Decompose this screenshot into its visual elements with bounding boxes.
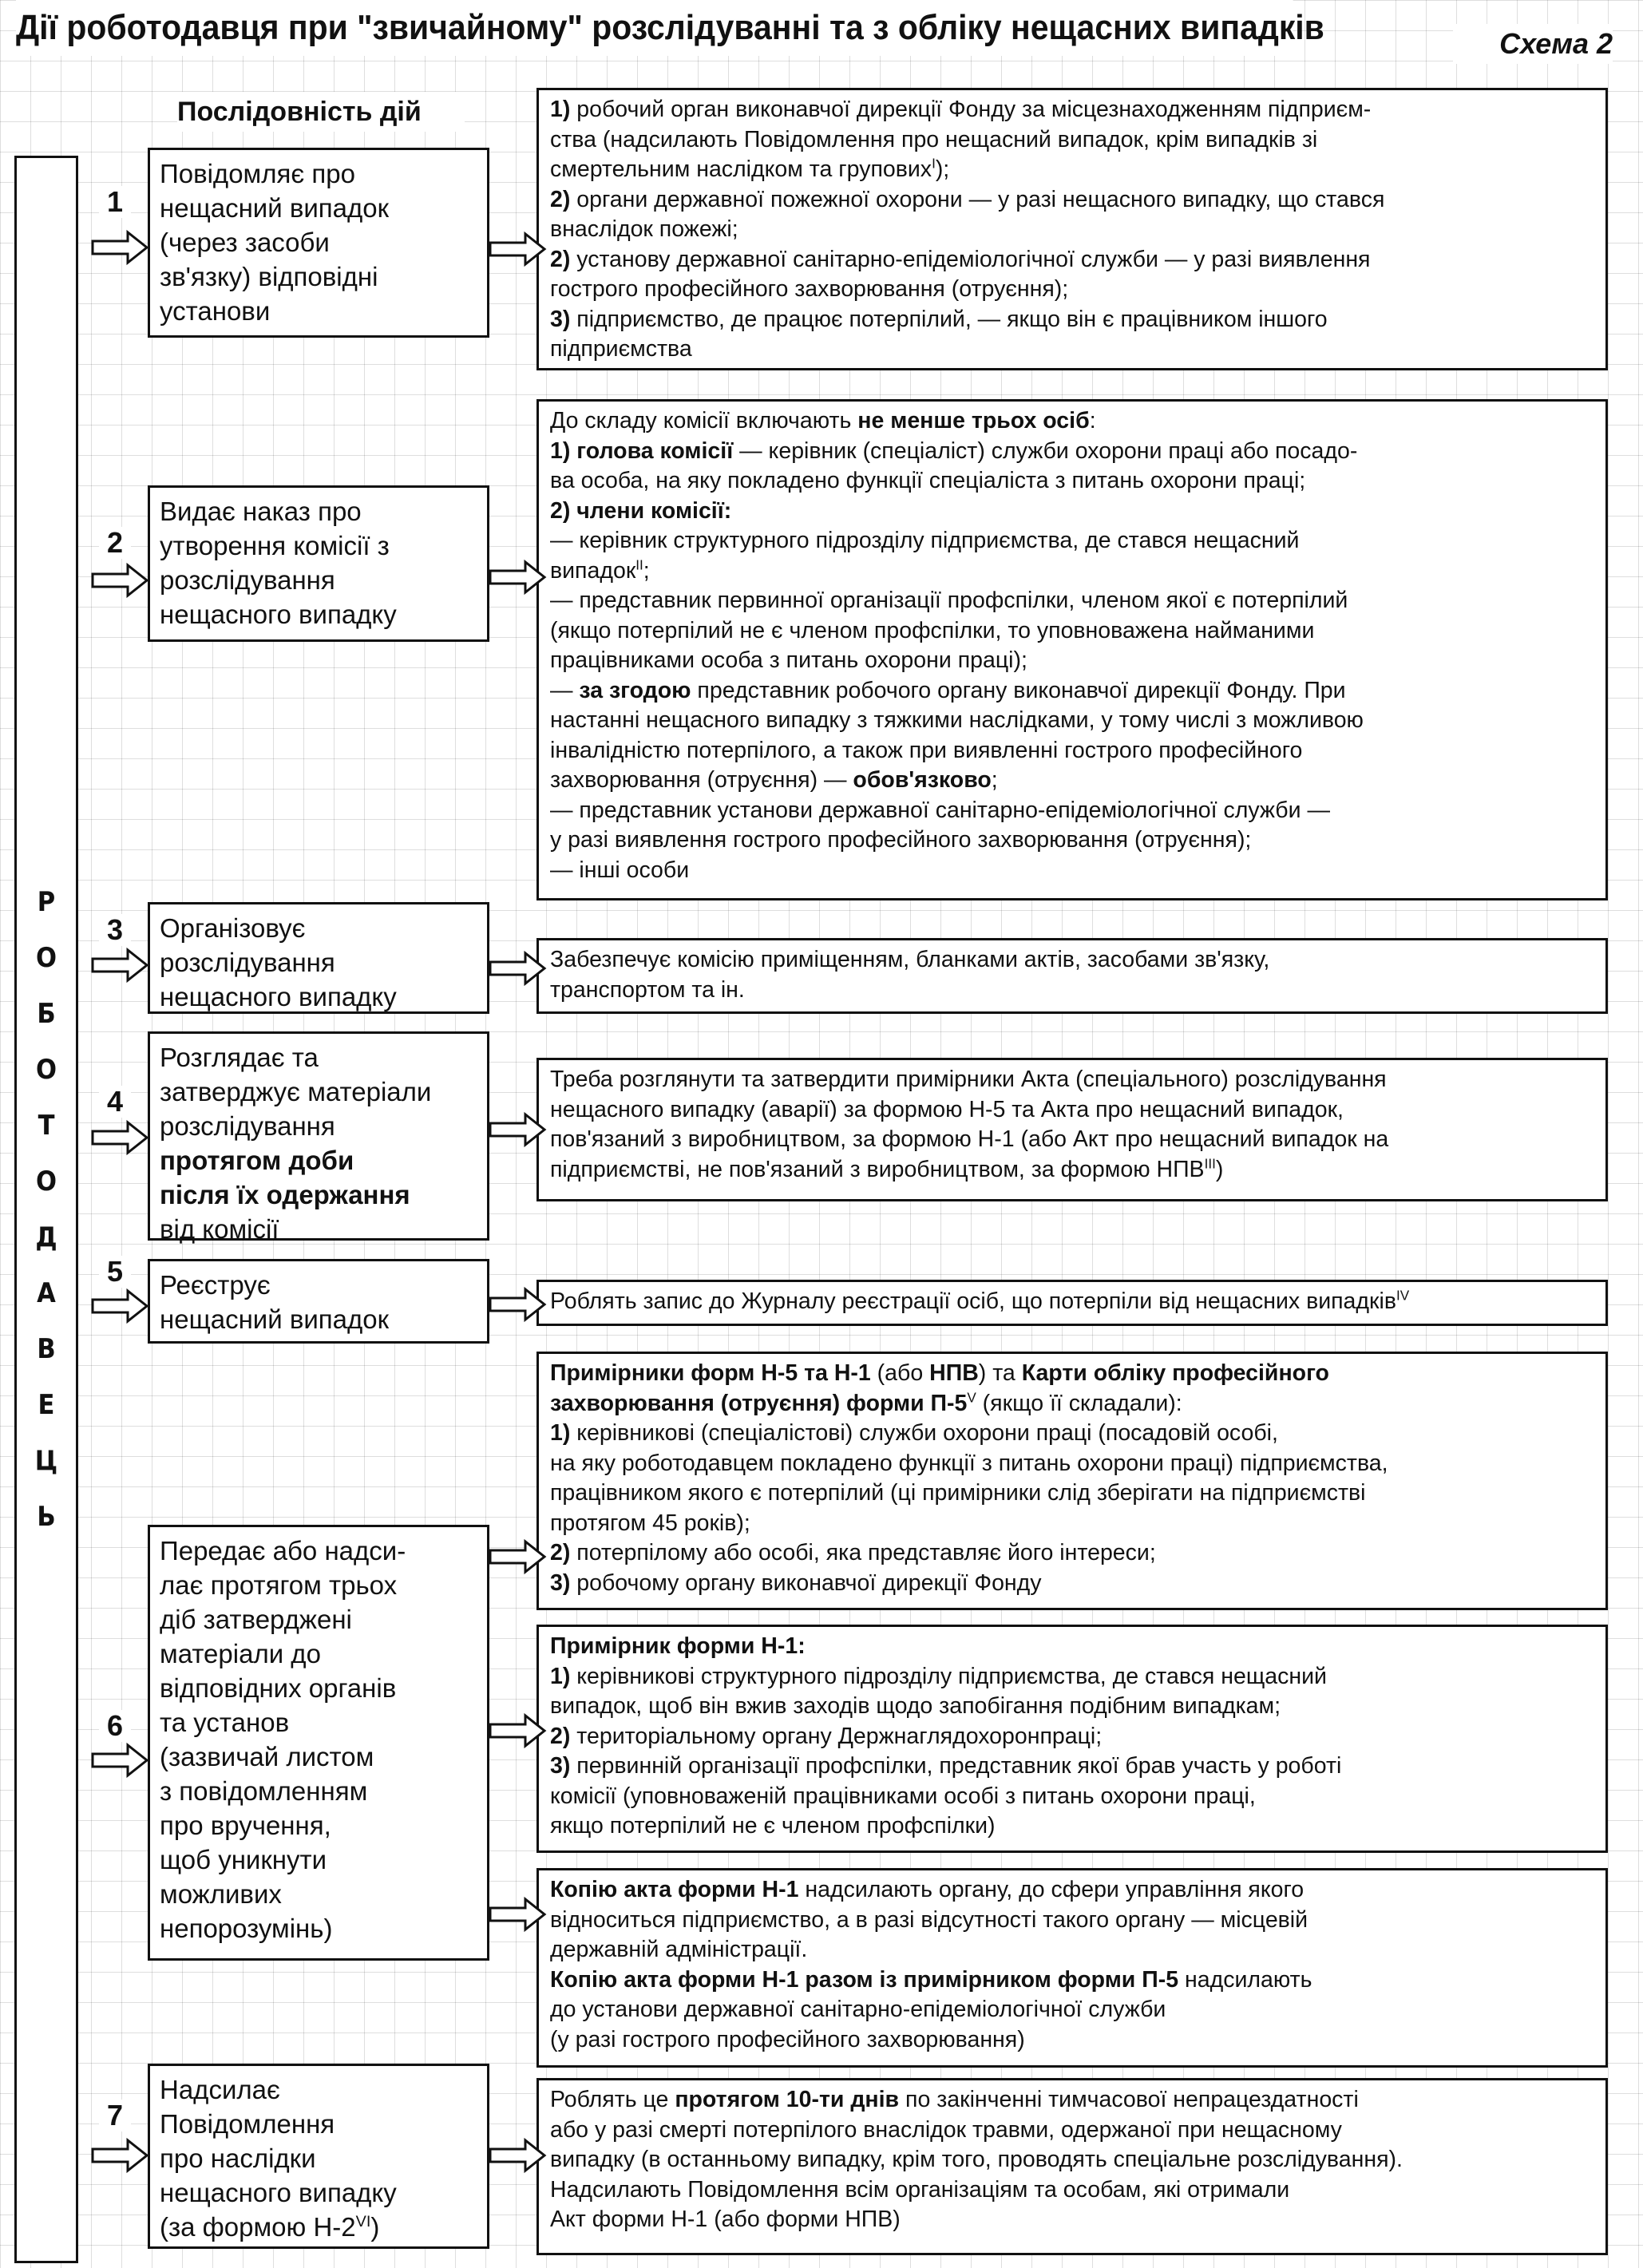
text-segment: ва особа, на яку покладено функції спеціаліста з питань охорони праці; <box>550 468 1306 493</box>
text-line: нещасного випадку <box>160 600 397 629</box>
text-line: можливих <box>160 1879 282 1909</box>
step-number-3: 3 <box>99 914 131 946</box>
text-segment: ); <box>935 156 950 182</box>
text-segment: випадок <box>550 557 636 584</box>
arrow-sidebar-step-6 <box>93 1745 147 1775</box>
text-line: (зазвичай листом <box>160 1742 374 1771</box>
text-line: Повідомляє про <box>160 159 355 188</box>
arrow-step-4-details <box>490 1114 544 1145</box>
text-segment: підприємства <box>550 336 692 362</box>
text-segment: розслідування <box>160 1111 335 1141</box>
side-letter: Ц <box>34 1445 58 1477</box>
text-segment: Забезпечує комісію приміщенням, бланками актів, засобами зв'язку, <box>550 947 1270 972</box>
text-segment: на яку роботодавцем покладено функції з питань охорони праці) підприємства, <box>550 1450 1388 1476</box>
side-letter: О <box>36 1166 57 1197</box>
text-segment: Розглядає та <box>160 1043 319 1072</box>
text-segment: транспортом та ін. <box>550 976 745 1003</box>
text-segment: Карти обліку професійного <box>1021 1360 1329 1386</box>
side-letter: Б <box>37 998 56 1030</box>
arrow-step-2-details <box>490 562 544 592</box>
text-line: нещасного випадку <box>160 982 397 1011</box>
step-number-6: 6 <box>99 1710 131 1742</box>
text-segment: робочому органу виконавчої дирекції Фонду <box>570 1569 1042 1596</box>
text-segment: за згодою <box>579 677 691 703</box>
arrow-sidebar-step-5 <box>93 1291 147 1321</box>
text-segment: комісії (уповноваженій працівниками особі з питань охорони праці, <box>550 1783 1256 1809</box>
side-letter: В <box>37 1333 56 1365</box>
arrow-sidebar-step-7 <box>93 2140 147 2171</box>
text-line: щоб уникнути <box>160 1845 327 1874</box>
text-segment: — представник установи державної санітарно-епідеміологічної служби — <box>550 797 1330 823</box>
text-segment: надсилають <box>1178 1966 1312 1993</box>
text-segment: : <box>1089 408 1096 433</box>
text-segment: НПВ <box>929 1360 979 1386</box>
text-segment: — <box>550 677 580 703</box>
text-segment: Надсилає <box>160 2075 280 2104</box>
text-segment: протягом 45 років); <box>550 1510 750 1536</box>
side-letter: О <box>36 1054 57 1086</box>
arrow-step-1-details <box>490 234 544 264</box>
text-segment: 2) <box>550 246 571 272</box>
text-segment: Треба розглянути та затвердити примірники Акта (спеціального) розслідування <box>550 1067 1387 1092</box>
text-segment: 2) члени комісії: <box>550 497 732 524</box>
text-segment: Акт форми Н-1 (або форми НПВ) <box>550 2207 901 2232</box>
text-segment: ) <box>1215 1156 1224 1182</box>
text-segment: обов'язково <box>853 767 992 793</box>
text-segment: (якщо потерпілий не є членом профспілки, то уповноважена найманими <box>550 617 1315 643</box>
text-segment: ства (надсилають Повідомлення про нещасний випадок, крім випадків зі <box>550 126 1318 152</box>
side-letter: Е <box>38 1389 55 1421</box>
text-segment: затверджує матеріали <box>160 1077 432 1106</box>
text-segment: протягом доби <box>160 1146 354 1175</box>
text-segment: 2) <box>550 1723 571 1749</box>
text-segment: нещасного випадку <box>160 2178 397 2207</box>
text-line: непорозумінь) <box>160 1914 333 1943</box>
arrow-sidebar-step-3 <box>93 950 147 980</box>
text-segment: по закінченні тимчасової непрацездатності <box>899 2087 1359 2112</box>
text-segment: Примірники форм Н-5 та Н-1 <box>550 1360 871 1386</box>
footnote-marker: II <box>635 557 643 572</box>
text-segment: Копію акта форми Н-1 разом із примірником форми П-5 <box>550 1966 1179 1993</box>
text-segment: 3) <box>550 306 571 332</box>
arrow-step-6-details-b <box>490 1716 544 1746</box>
step-number-4: 4 <box>99 1086 131 1118</box>
text-segment: потерпілому або особі, яка представляє його інтереси; <box>570 1540 1156 1565</box>
text-segment: — керівник структурного підрозділу підприємства, де стався нещасний <box>550 528 1300 553</box>
text-segment: надсилають органу, до сфери управління якого <box>798 1877 1305 1902</box>
text-line: про вручення, <box>160 1811 331 1840</box>
text-line: Передає або надси- <box>160 1536 406 1565</box>
arrow-sidebar-step-1 <box>93 232 147 263</box>
text-segment: державній адміністрації. <box>550 1937 808 1962</box>
arrow-step-5-details <box>490 1289 544 1320</box>
text-segment: 3) <box>550 1753 571 1779</box>
text-segment: Повідомлення <box>160 2109 335 2139</box>
text-segment: працівником якого є потерпілий (ці примірники слід зберігати на підприємстві <box>550 1480 1366 1506</box>
text-line: Організовує <box>160 913 306 943</box>
step-number-5: 5 <box>99 1256 131 1288</box>
arrow-step-7-details <box>490 2140 544 2171</box>
text-segment: у разі виявлення гострого професійного захворювання (отруєння); <box>550 827 1252 853</box>
footnote-marker: I <box>932 156 936 172</box>
text-segment: 1) <box>550 1663 571 1689</box>
text-segment: внаслідок пожежі; <box>550 216 738 242</box>
text-segment: випадку (в останньому випадку, крім того, проводять спеціальне розслідування). <box>550 2147 1403 2172</box>
text-segment: до установи державної санітарно-епідеміологічної служби <box>550 1997 1166 2022</box>
text-segment: керівникові (спеціалістові) служби охорони праці (посадовій особі, <box>570 1420 1278 1446</box>
text-segment: нещасного випадку (аварії) за формою Н-5 та Акта про нещасний випадок, <box>550 1096 1344 1122</box>
text-segment: після їх одержання <box>160 1180 410 1209</box>
side-letter: Р <box>37 886 56 918</box>
side-letter: Ь <box>37 1501 56 1533</box>
footnote-marker: III <box>1204 1156 1216 1171</box>
text-segment: ; <box>991 767 998 793</box>
text-segment: Копію акта форми Н-1 <box>550 1877 799 1902</box>
text-line: та установ <box>160 1708 290 1737</box>
side-letter: Т <box>38 1110 55 1142</box>
text-line: лає протягом трьох <box>160 1570 398 1600</box>
text-line: з повідомленням <box>160 1776 368 1806</box>
side-letter: Д <box>35 1221 57 1253</box>
text-segment: про наслідки <box>160 2143 316 2173</box>
text-segment: протягом 10-ти днів <box>675 2087 900 2112</box>
text-line: зв'язку) відповідні <box>160 262 378 291</box>
text-line: відповідних органів <box>160 1673 397 1703</box>
text-segment: 2) <box>550 186 571 212</box>
step-number-2: 2 <box>99 527 131 559</box>
text-segment: або у разі смерті потерпілого внаслідок травми, одержаної при нещасному <box>550 2116 1342 2143</box>
text-segment: інвалідністю потерпілого, а також при виявленні гострого професійного <box>550 737 1303 763</box>
scheme-label: Схема 2 <box>1453 24 1613 64</box>
text-segment: (або <box>870 1360 930 1386</box>
step-number-7: 7 <box>99 2100 131 2131</box>
text-segment: пов'язаний з виробництвом, за формою Н-1 (або Акт про нещасний випадок на <box>550 1126 1389 1152</box>
text-line: розслідування <box>160 948 335 977</box>
text-segment: 2) <box>550 1540 571 1565</box>
text-segment: якщо потерпілий не є членом профспілки) <box>550 1813 996 1839</box>
text-line: розслідування <box>160 565 335 595</box>
text-segment: (у разі гострого професійного захворювання) <box>550 2026 1025 2052</box>
text-segment: (якщо її складали): <box>976 1390 1182 1416</box>
text-segment: — представник первинної організації профспілки, членом якої є потерпілий <box>550 588 1348 613</box>
text-segment: територіальному органу Держнаглядохоронпраці; <box>570 1723 1103 1749</box>
arrow-step-6-details-c <box>490 1899 544 1930</box>
text-segment: від комісії <box>160 1214 279 1244</box>
text-segment: випадок, щоб він вжив заходів щодо запобігання подібним випадкам; <box>550 1693 1281 1719</box>
text-line: Реєструє <box>160 1270 271 1300</box>
text-segment: 1) <box>550 97 571 122</box>
text-segment: Примірник форми Н-1: <box>550 1633 806 1659</box>
text-line: діб затверджені <box>160 1605 352 1634</box>
footnote-marker: IV <box>1396 1288 1410 1304</box>
text-segment: ) та <box>978 1360 1022 1386</box>
page-title: Дії роботодавця при "звичайному" розслідуванні та з обліку нещасних випадків <box>16 0 1293 56</box>
arrow-sidebar-step-4 <box>93 1122 147 1153</box>
text-segment: До складу комісії включають <box>550 408 858 433</box>
text-segment: — інші особи <box>550 857 690 883</box>
text-segment: 1) голова комісії <box>550 437 734 464</box>
text-segment: Роблять запис до Журналу реєстрації осіб, що потерпіли від нещасних випадків <box>550 1288 1396 1314</box>
side-letter: А <box>37 1277 56 1309</box>
text-segment: підприємство, де працює потерпілий, — якщо він є працівником іншого <box>570 306 1328 332</box>
text-segment: Надсилають Повідомлення всім організаціям та особам, які отримали <box>550 2176 1290 2203</box>
text-segment: первинній організації профспілки, представник якої брав участь у роботі <box>570 1753 1342 1779</box>
text-segment: смертельним наслідком та групових <box>550 156 932 182</box>
text-segment: — керівник (спеціаліст) служби охорони праці або посадо- <box>733 437 1358 464</box>
text-line: нещасний випадок <box>160 193 390 223</box>
text-line: матеріали до <box>160 1639 321 1668</box>
text-line: нещасний випадок <box>160 1304 390 1334</box>
text-segment: захворювання (отруєння) — <box>550 767 853 793</box>
text-line: установи <box>160 296 271 326</box>
arrow-sidebar-step-2 <box>93 565 147 596</box>
text-segment: захворювання (отруєння) форми П-5 <box>550 1390 968 1416</box>
text-segment: представник робочого органу виконавчої дирекції Фонду. При <box>691 677 1346 703</box>
text-segment: 1) <box>550 1420 571 1446</box>
footnote-marker: VI <box>355 2213 371 2230</box>
sequence-header: Послідовність дій <box>177 92 465 132</box>
text-segment: підприємстві, не пов'язаний з виробництвом, за формою НПВ <box>550 1156 1205 1182</box>
step-number-1: 1 <box>99 186 131 218</box>
text-line: (через засоби <box>160 228 330 257</box>
arrow-step-6-details-a <box>490 1542 544 1572</box>
text-segment: гострого професійного захворювання (отруєння); <box>550 276 1069 302</box>
text-segment: (за формою Н-2 <box>160 2212 356 2242</box>
text-segment: ) <box>370 2212 380 2242</box>
text-segment: Роблять це <box>550 2087 675 2112</box>
text-segment: не менше трьох осіб <box>857 408 1090 433</box>
text-segment: настанні нещасного випадку з тяжкими наслідками, у тому числі з можливою <box>550 707 1364 733</box>
text-segment: відноситься підприємство, а в разі відсутності такого органу — місцевій <box>550 1906 1308 1933</box>
text-line: Видає наказ про <box>160 497 362 526</box>
text-segment: 3) <box>550 1569 571 1596</box>
text-segment: установу державної санітарно-епідеміологічної служби — у разі виявлення <box>570 246 1371 272</box>
text-segment: робочий орган виконавчої дирекції Фонду за місцезнаходженням підприєм- <box>570 97 1372 122</box>
side-letter: О <box>36 942 57 974</box>
arrow-step-3-details <box>490 953 544 984</box>
text-line: утворення комісії з <box>160 531 390 560</box>
text-segment: працівниками особа з питань охорони праці); <box>550 647 1027 673</box>
text-segment: керівникові структурного підрозділу підприємства, де стався нещасний <box>570 1663 1327 1689</box>
footnote-marker: V <box>967 1390 976 1405</box>
text-segment: органи державної пожежної охорони — у разі нещасного випадку, що стався <box>570 186 1385 212</box>
text-segment: ; <box>643 557 650 584</box>
